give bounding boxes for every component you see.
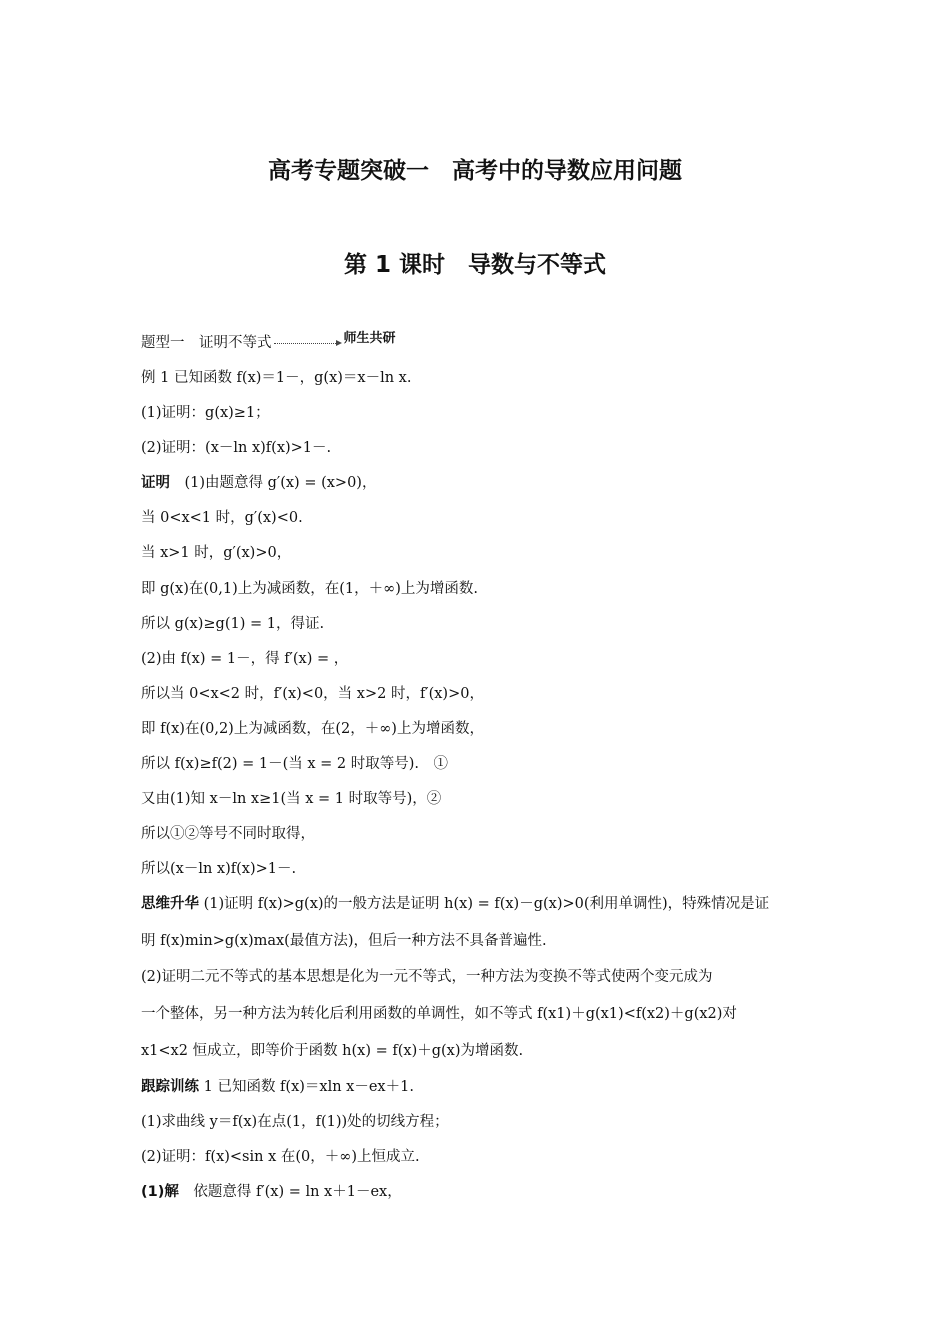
exercise-text: 1 已知函数 f(x)＝xln x－ex＋1. [199, 1079, 414, 1095]
solution-text: 依题意得 f′(x) = ln x＋1－ex， [178, 1184, 402, 1200]
proof-line-5: 所以 g(x)≥g(1) = 1，得证. [141, 616, 325, 632]
proof-line-10: 又由(1)知 x－ln x≥1(当 x = 1 时取等号)，② [141, 791, 442, 807]
proof-line-7: 所以当 0<x<2 时，f′(x)<0，当 x>2 时，f′(x)>0， [141, 686, 484, 702]
section-heading [141, 332, 396, 355]
exercise-1-part-1: (1)求曲线 y＝f(x)在点(1，f(1))处的切线方程； [141, 1114, 449, 1130]
insight-line-5: x1<x2 恒成立，即等价于函数 h(x) = f(x)＋g(x)为增函数. [141, 1043, 524, 1059]
proof-line-9: 所以 f(x)≥f(2) = 1－(当 x = 2 时取等号). ① [141, 756, 449, 772]
solution-line-1 [141, 1181, 402, 1203]
proof-line-8: 即 f(x)在(0,2)上为减函数，在(2，＋∞)上为增函数， [141, 721, 484, 737]
proof-line-11: 所以①②等号不同时取得， [141, 826, 315, 842]
proof-line-1 [141, 472, 376, 494]
example-1-part-1: (1)证明：g(x)≥1； [141, 405, 270, 421]
proof-text: (1)由题意得 g′(x) = (x>0)， [170, 475, 377, 491]
insight-label: 思维升华 [141, 896, 199, 912]
section-label: 题型一 证明不等式 [141, 335, 272, 351]
exercise-label: 跟踪训练 [141, 1079, 199, 1095]
proof-line-4: 即 g(x)在(0,1)上为减函数，在(1，＋∞)上为增函数. [141, 581, 478, 597]
example-1-part-2: (2)证明：(x－ln x)f(x)>1－. [141, 440, 332, 456]
proof-line-6: (2)由 f(x) = 1－，得 f′(x) = ， [141, 651, 349, 667]
proof-line-3: 当 x>1 时，g′(x)>0， [141, 545, 292, 561]
insight-text: (1)证明 f(x)>g(x)的一般方法是证明 h(x) = f(x)－g(x)>0(利用单调性)，特殊情况是证 [199, 896, 770, 912]
proof-line-12: 所以(x－ln x)f(x)>1－. [141, 861, 297, 877]
exercise-1-part-2: (2)证明：f(x)<sin x 在(0，＋∞)上恒成立. [141, 1149, 420, 1165]
arrow-icon [274, 343, 338, 344]
solution-label: (1)解 [141, 1184, 179, 1200]
proof-label: 证明 [141, 475, 170, 491]
document-title: 高考专题突破一 高考中的导数应用问题 [268, 158, 682, 184]
insight-line-3: (2)证明二元不等式的基本思想是化为一元不等式，一种方法为变换不等式使两个变元成为 [141, 969, 713, 985]
example-1-statement: 例 1 已知函数 f(x)＝1－，g(x)＝x－ln x. [141, 370, 412, 386]
insight-line-2: 明 f(x)min>g(x)max(最值方法)，但后一种方法不具备普遍性. [141, 933, 547, 949]
section-tag: 师生共研 [343, 331, 396, 346]
exercise-1-statement [141, 1076, 414, 1098]
insight-line-4: 一个整体，另一种方法为转化后利用函数的单调性，如不等式 f(x1)＋g(x1)<f(x2)＋g(x2)对 [141, 1006, 737, 1022]
lesson-subtitle: 第 1 课时 导数与不等式 [343, 252, 607, 278]
insight-line-1 [141, 893, 769, 915]
proof-line-2: 当 0<x<1 时，g′(x)<0. [141, 510, 303, 526]
